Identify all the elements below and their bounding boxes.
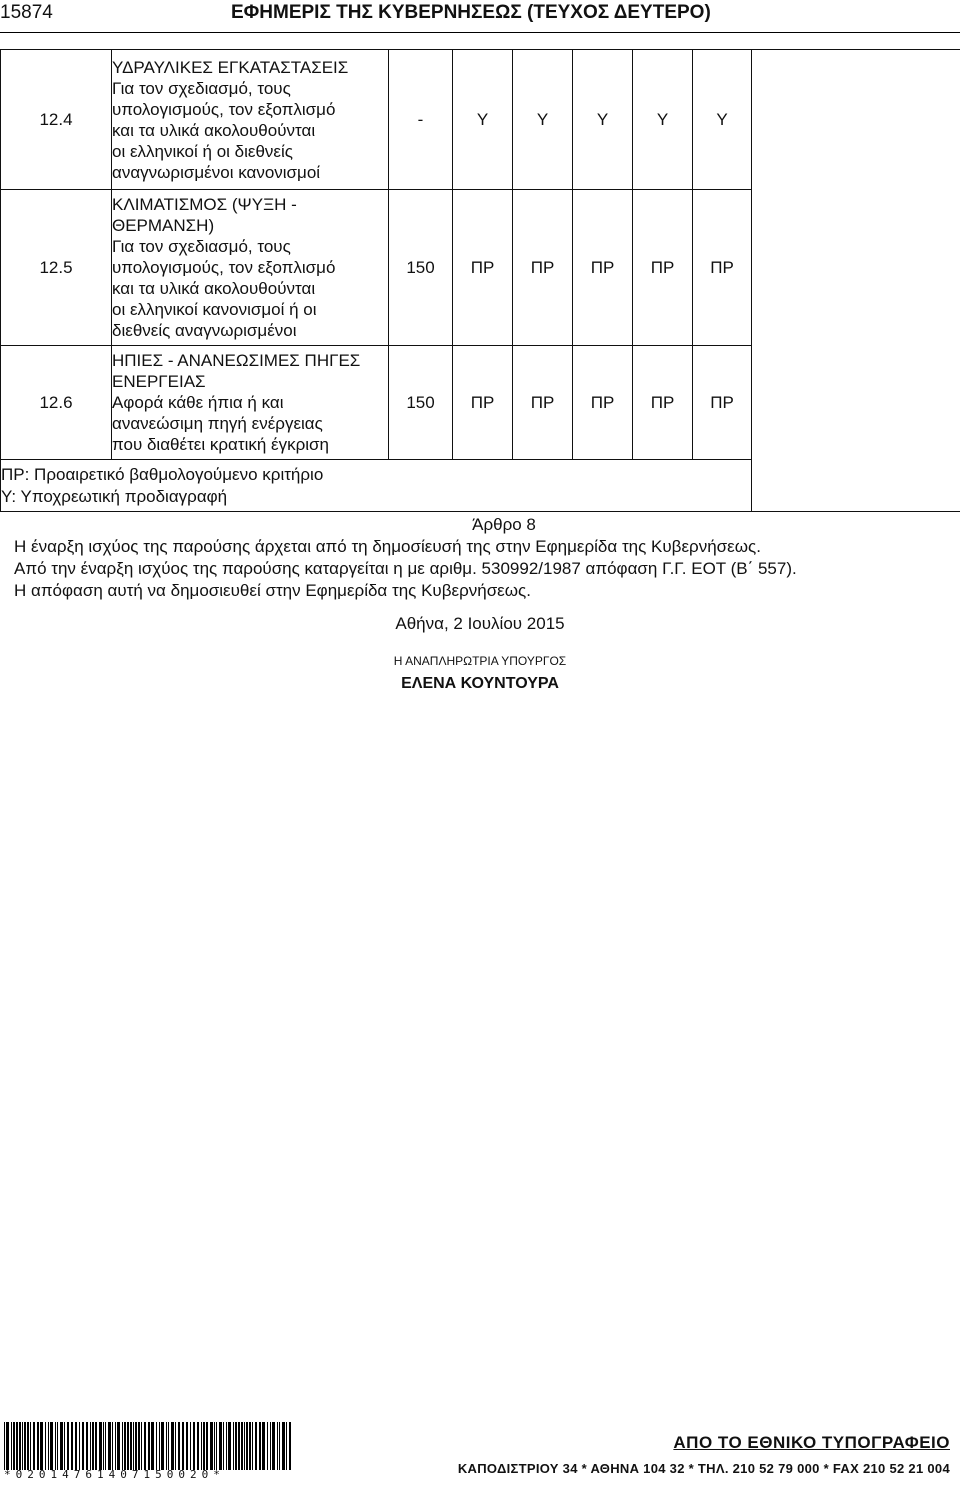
barcode-bar: [133, 1422, 134, 1470]
barcode-bar: [141, 1422, 142, 1470]
barcode-bar: [249, 1422, 251, 1470]
barcode-bar: [135, 1422, 137, 1470]
criteria-table: [0, 49, 960, 512]
value-cell: ΠΡ: [633, 190, 693, 346]
barcode-bar: [203, 1422, 205, 1470]
barcode-bar: [182, 1422, 184, 1470]
barcode-bar: [262, 1422, 265, 1470]
value-cell: ΠΡ: [693, 190, 752, 346]
barcode-bar: [159, 1422, 160, 1470]
barcode: [4, 1422, 294, 1470]
barcode-bar: [48, 1422, 49, 1470]
desc-line: Για τον σχεδιασμό, τους: [112, 237, 291, 256]
barcode-bar: [235, 1422, 237, 1470]
barcode-bar: [105, 1422, 106, 1470]
barcode-bar: [27, 1422, 29, 1470]
barcode-bar: [40, 1422, 43, 1470]
barcode-bar: [171, 1422, 174, 1470]
desc-line: διεθνείς αναγνωρισμένοι: [112, 321, 297, 340]
barcode-bar: [45, 1422, 46, 1470]
desc-line: οι ελληνικοί ή οι διεθνείς: [112, 141, 293, 161]
barcode-bar: [228, 1422, 231, 1470]
barcode-bar: [55, 1422, 56, 1470]
barcode-bar: [99, 1422, 102, 1470]
value-cell: ΠΡ: [633, 346, 693, 460]
barcode-bar: [210, 1422, 213, 1470]
desc-line: και τα υλικά ακολουθούνται: [112, 120, 316, 140]
barcode-bar: [79, 1422, 80, 1470]
barcode-bar: [226, 1422, 227, 1470]
desc-line: Αφορά κάθε ήπια ή και: [112, 393, 284, 412]
header-divider: [0, 32, 960, 33]
barcode-bar: [255, 1422, 257, 1470]
printer-address: ΚΑΠΟΔΙΣΤΡΙΟΥ 34 * ΑΘΗΝΑ 104 32 * ΤΗΛ. 210 52 79 000 * FAX 210 52 21 004: [457, 1461, 950, 1476]
barcode-bar: [289, 1422, 291, 1470]
barcode-bar: [233, 1422, 234, 1470]
table-row: [1, 50, 960, 190]
barcode-bar: [272, 1422, 275, 1470]
blank-column: [752, 50, 960, 512]
barcode-bar: [86, 1422, 88, 1470]
legend-mandatory: Υ: Υποχρεωτική προδιαγραφή: [1, 486, 228, 506]
row-code: 12.5: [1, 190, 112, 346]
barcode-bar: [219, 1422, 222, 1470]
barcode-bar: [122, 1422, 123, 1470]
value-cell: 150: [389, 190, 453, 346]
barcode-bar: [117, 1422, 120, 1470]
article-paragraph: Η απόφαση αυτή να δημοσιευθεί στην Εφημερίδα της Κυβερνήσεως.: [14, 581, 531, 600]
barcode-bar: [71, 1422, 73, 1470]
barcode-bar: [144, 1422, 146, 1470]
barcode-bar: [124, 1422, 126, 1470]
barcode-bar: [4, 1422, 5, 1470]
barcode-bar: [241, 1422, 243, 1470]
barcode-bar: [82, 1422, 84, 1470]
row-description: [112, 190, 389, 346]
barcode-bar: [75, 1422, 77, 1470]
barcode-bar: [190, 1422, 191, 1470]
barcode-bar: [57, 1422, 58, 1470]
barcode-bar: [193, 1422, 195, 1470]
barcode-bar: [267, 1422, 268, 1470]
desc-line: ΕΝΕΡΓΕΙΑΣ: [112, 372, 206, 391]
value-cell: Υ: [573, 50, 633, 190]
barcode-bar: [168, 1422, 169, 1470]
barcode-bar: [206, 1422, 208, 1470]
barcode-bar: [277, 1422, 278, 1470]
barcode-bar: [19, 1422, 21, 1470]
barcode-bar: [16, 1422, 18, 1470]
barcode-bar: [259, 1422, 261, 1470]
legend-optional: ΠΡ: Προαιρετικό βαθμολογούμενο κριτήριο: [1, 464, 324, 484]
barcode-bar: [178, 1422, 180, 1470]
row-code: 12.6: [1, 346, 112, 460]
article-paragraph: Από την έναρξη ισχύος της παρούσης καταργείται η με αριθμ. 530992/1987 απόφαση Γ.Γ. ΕΟΤ (Β΄ 557).: [14, 559, 797, 578]
desc-line: υπολογισμούς, τον εξοπλισμό: [112, 258, 336, 277]
barcode-bar: [50, 1422, 53, 1470]
value-cell: Υ: [633, 50, 693, 190]
value-cell: -: [389, 50, 453, 190]
barcode-bar: [108, 1422, 111, 1470]
barcode-bar: [175, 1422, 176, 1470]
barcode-bar: [252, 1422, 253, 1470]
value-cell: ΠΡ: [513, 190, 573, 346]
row-description: [112, 50, 389, 190]
barcode-digits: *02014761407150020*: [4, 1468, 225, 1481]
gazette-title: ΕΦΗΜΕΡΙΣ ΤΗΣ ΚΥΒΕΡΝΗΣΕΩΣ (ΤΕΥΧΟΣ ΔΕΥΤΕΡΟ): [231, 2, 711, 23]
barcode-bar: [37, 1422, 39, 1470]
row-description: [112, 346, 389, 460]
article-paragraph: Η έναρξη ισχύος της παρούσης άρχεται από τη δημοσίευσή της στην Εφημερίδα της Κυβερνήσεως.: [14, 537, 761, 556]
barcode-bar: [95, 1422, 97, 1470]
barcode-bar: [115, 1422, 116, 1470]
value-cell: 150: [389, 346, 453, 460]
value-cell: ΠΡ: [573, 190, 633, 346]
barcode-bar: [6, 1422, 9, 1470]
article-title: Άρθρο 8: [472, 515, 536, 534]
barcode-bar: [92, 1422, 94, 1470]
desc-line: ΥΔΡΑΥΛΙΚΕΣ ΕΓΚΑΤΑΣΤΑΣΕΙΣ: [112, 57, 349, 77]
desc-line: και τα υλικά ακολουθούνται: [112, 279, 316, 298]
barcode-bar: [214, 1422, 215, 1470]
barcode-bar: [197, 1422, 199, 1470]
barcode-bar: [11, 1422, 12, 1470]
desc-line: οι ελληνικοί κανονισμοί ή οι: [112, 300, 317, 319]
barcode-bar: [201, 1422, 202, 1470]
barcode-bar: [244, 1422, 245, 1470]
desc-line: που διαθέτει κρατική έγκριση: [112, 435, 329, 454]
page-number: 15874: [0, 2, 53, 23]
desc-line: Για τον σχεδιασμό, τους: [112, 78, 291, 98]
barcode-bar: [156, 1422, 157, 1470]
barcode-bar: [67, 1422, 69, 1470]
barcode-bar: [13, 1422, 15, 1470]
barcode-bar: [103, 1422, 104, 1470]
signing-date: Αθήνα, 2 Ιουλίου 2015: [395, 614, 565, 633]
barcode-bar: [166, 1422, 167, 1470]
desc-line: ΘΕΡΜΑΝΣΗ): [112, 216, 215, 235]
barcode-bar: [238, 1422, 240, 1470]
table-legend: [1, 460, 752, 512]
desc-line: αναγνωρισμένοι κανονισμοί: [112, 162, 321, 182]
signatory-role: Η ΑΝΑΠΛΗΡΩΤΡΙΑ ΥΠΟΥΡΓΟΣ: [393, 654, 567, 668]
barcode-bar: [64, 1422, 65, 1470]
barcode-bar: [30, 1422, 31, 1470]
value-cell: ΠΡ: [573, 346, 633, 460]
barcode-bar: [33, 1422, 35, 1470]
printer-title: ΑΠΟ ΤΟ ΕΘΝΙΚΟ ΤΥΠΟΓΡΑΦΕΙΟ: [673, 1433, 950, 1452]
desc-line: ΚΛΙΜΑΤΙΣΜΟΣ (ΨΥΞΗ -: [112, 195, 297, 214]
barcode-bar: [60, 1422, 63, 1470]
value-cell: Υ: [693, 50, 752, 190]
desc-line: ΗΠΙΕΣ - ΑΝΑΝΕΩΣΙΜΕΣ ΠΗΓΕΣ: [112, 351, 361, 370]
barcode-bar: [127, 1422, 129, 1470]
article-section: [0, 514, 960, 602]
desc-line: ανανεώσιμη πηγή ενέργειας: [112, 414, 323, 433]
signatory-name: ΕΛΕΝΑ ΚΟΥΝΤΟΥΡΑ: [401, 675, 559, 692]
barcode-bar: [279, 1422, 280, 1470]
value-cell: Υ: [513, 50, 573, 190]
barcode-bar: [186, 1422, 188, 1470]
barcode-bar: [223, 1422, 224, 1470]
value-cell: ΠΡ: [453, 190, 513, 346]
barcode-bar: [216, 1422, 217, 1470]
barcode-bar: [138, 1422, 140, 1470]
barcode-bar: [22, 1422, 23, 1470]
page-header: [0, 0, 960, 32]
barcode-bar: [130, 1422, 132, 1470]
value-cell: Υ: [453, 50, 513, 190]
value-cell: ΠΡ: [513, 346, 573, 460]
barcode-bar: [90, 1422, 91, 1470]
barcode-bar: [282, 1422, 285, 1470]
barcode-bar: [270, 1422, 271, 1470]
barcode-bar: [161, 1422, 164, 1470]
barcode-bar: [286, 1422, 287, 1470]
barcode-bar: [246, 1422, 248, 1470]
barcode-bar: [151, 1422, 154, 1470]
barcode-bar: [112, 1422, 113, 1470]
value-cell: ΠΡ: [453, 346, 513, 460]
desc-line: υπολογισμούς, τον εξοπλισμό: [112, 99, 336, 119]
row-code: 12.4: [1, 50, 112, 190]
value-cell: ΠΡ: [693, 346, 752, 460]
barcode-bar: [148, 1422, 150, 1470]
barcode-bar: [24, 1422, 26, 1470]
